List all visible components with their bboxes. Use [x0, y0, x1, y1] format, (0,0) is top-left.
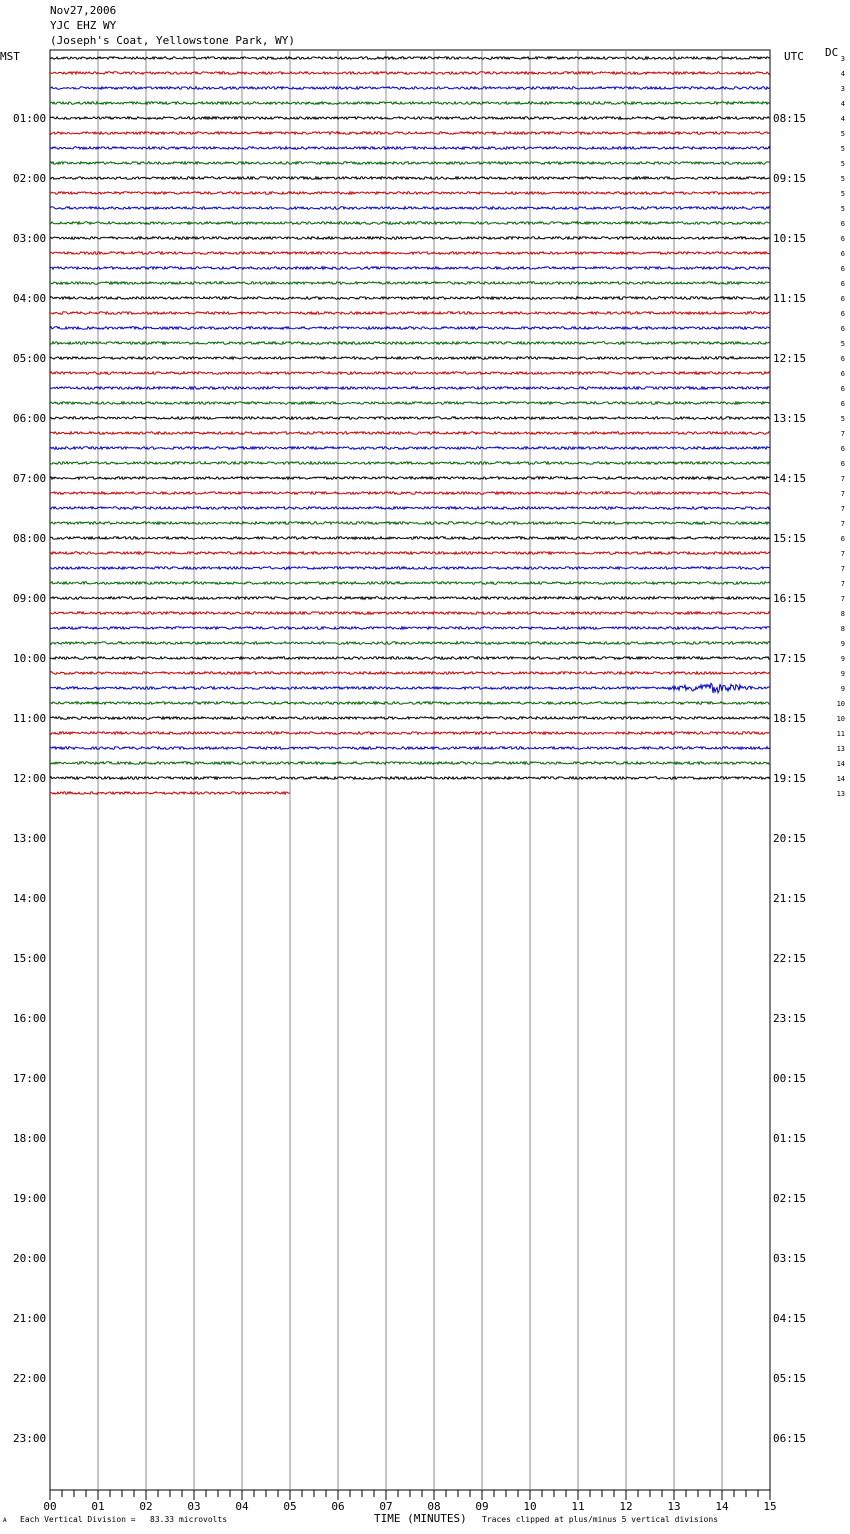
dc-offset-22: 6	[840, 385, 845, 393]
utc-hour-labels	[773, 112, 806, 1445]
trace-4	[50, 117, 770, 120]
mst-label-06:00: 06:00	[13, 412, 47, 425]
dc-offset-24: 5	[840, 415, 845, 423]
utc-label-21:15: 21:15	[773, 892, 807, 905]
dc-offset-38: 8	[840, 625, 845, 633]
trace-11	[50, 222, 770, 225]
seismic-traces	[50, 57, 770, 795]
trace-17	[50, 312, 770, 315]
trace-38	[50, 627, 770, 630]
mst-label-05:00: 05:00	[13, 352, 47, 365]
mst-label-03:00: 03:00	[13, 232, 47, 245]
trace-48	[50, 777, 770, 780]
mst-label-23:00: 23:00	[13, 1432, 47, 1445]
dc-offset-25: 7	[840, 430, 845, 438]
utc-label-08:15: 08:15	[773, 112, 807, 125]
dc-offset-41: 9	[840, 670, 845, 678]
header-date: Nov27,2006	[50, 4, 117, 17]
mst-label-08:00: 08:00	[13, 532, 47, 545]
trace-23	[50, 402, 770, 405]
x-tick-label-11: 11	[571, 1500, 585, 1513]
dc-offset-2: 3	[840, 85, 845, 93]
trace-32	[50, 537, 770, 540]
utc-label-03:15: 03:15	[773, 1252, 807, 1265]
utc-label-00:15: 00:15	[773, 1072, 807, 1085]
trace-44	[50, 717, 770, 720]
dc-offset-36: 7	[840, 595, 845, 603]
dc-offset-49: 13	[836, 790, 845, 798]
dc-offset-34: 7	[840, 565, 845, 573]
utc-axis-label: UTC	[784, 50, 804, 63]
trace-14	[50, 267, 770, 270]
trace-1	[50, 72, 770, 75]
x-tick-label-14: 14	[715, 1500, 729, 1513]
header-station: YJC EHZ WY	[50, 19, 117, 32]
dc-offset-44: 10	[836, 715, 845, 723]
utc-label-11:15: 11:15	[773, 292, 807, 305]
footer-clip: Traces clipped at plus/minus 5 vertical divisions	[482, 1515, 719, 1524]
dc-offset-11: 6	[840, 220, 845, 228]
utc-label-10:15: 10:15	[773, 232, 807, 245]
trace-12	[50, 237, 770, 240]
mst-label-19:00: 19:00	[13, 1192, 47, 1205]
mst-label-22:00: 22:00	[13, 1372, 47, 1385]
mst-label-18:00: 18:00	[13, 1132, 47, 1145]
utc-label-23:15: 23:15	[773, 1012, 807, 1025]
trace-0	[50, 57, 770, 60]
x-tick-label-04: 04	[235, 1500, 249, 1513]
x-tick-label-12: 12	[619, 1500, 633, 1513]
trace-22	[50, 387, 770, 390]
trace-24	[50, 417, 770, 420]
x-tick-label-10: 10	[523, 1500, 537, 1513]
trace-7	[50, 162, 770, 165]
header-location: (Joseph's Coat, Yellowstone Park, WY)	[50, 34, 296, 47]
utc-label-20:15: 20:15	[773, 832, 807, 845]
time-gridlines	[50, 50, 770, 1490]
dc-offset-33: 7	[840, 550, 845, 558]
utc-label-01:15: 01:15	[773, 1132, 807, 1145]
mst-label-13:00: 13:00	[13, 832, 47, 845]
trace-49	[50, 792, 290, 795]
utc-label-14:15: 14:15	[773, 472, 807, 485]
mst-label-16:00: 16:00	[13, 1012, 47, 1025]
dc-offset-8: 5	[840, 175, 845, 183]
dc-offset-0: 3	[840, 55, 845, 63]
trace-40	[50, 657, 770, 660]
trace-20	[50, 357, 770, 360]
dc-offset-labels	[837, 55, 845, 798]
x-tick-label-05: 05	[283, 1500, 297, 1513]
dc-offset-39: 9	[840, 640, 845, 648]
dc-offset-14: 6	[840, 265, 845, 273]
dc-offset-10: 5	[840, 205, 845, 213]
trace-39	[50, 642, 770, 645]
dc-offset-32: 6	[840, 535, 845, 543]
utc-label-09:15: 09:15	[773, 172, 807, 185]
trace-15	[50, 282, 770, 285]
trace-37	[50, 612, 770, 615]
utc-label-12:15: 12:15	[773, 352, 807, 365]
x-tick-label-01: 01	[91, 1500, 105, 1513]
trace-28	[50, 477, 770, 480]
mst-label-02:00: 02:00	[13, 172, 47, 185]
dc-offset-1: 4	[840, 70, 845, 78]
trace-18	[50, 327, 770, 330]
dc-offset-42: 9	[840, 685, 845, 693]
x-tick-label-15: 15	[763, 1500, 777, 1513]
trace-13	[50, 252, 770, 255]
dc-offset-19: 5	[840, 340, 845, 348]
mst-label-15:00: 15:00	[13, 952, 47, 965]
x-tick-label-06: 06	[331, 1500, 345, 1513]
dc-offset-26: 6	[840, 445, 845, 453]
dc-offset-7: 5	[840, 160, 845, 168]
dc-offset-17: 6	[840, 310, 845, 318]
dc-offset-29: 7	[840, 490, 845, 498]
trace-25	[50, 432, 770, 435]
x-axis-title: TIME (MINUTES)	[374, 1512, 467, 1525]
trace-8	[50, 177, 770, 180]
dc-offset-16: 6	[840, 295, 845, 303]
dc-offset-6: 5	[840, 145, 845, 153]
trace-9	[50, 192, 770, 195]
mst-label-14:00: 14:00	[13, 892, 47, 905]
utc-label-17:15: 17:15	[773, 652, 807, 665]
trace-30	[50, 507, 770, 510]
mst-label-20:00: 20:00	[13, 1252, 47, 1265]
mst-label-11:00: 11:00	[13, 712, 47, 725]
utc-label-13:15: 13:15	[773, 412, 807, 425]
mst-axis-label: MST	[0, 50, 20, 63]
x-tick-label-03: 03	[187, 1500, 201, 1513]
dc-offset-30: 7	[840, 505, 845, 513]
mst-label-21:00: 21:00	[13, 1312, 47, 1325]
mst-label-12:00: 12:00	[13, 772, 47, 785]
trace-46	[50, 747, 770, 750]
utc-label-18:15: 18:15	[773, 712, 807, 725]
dc-offset-45: 11	[836, 730, 845, 738]
mst-label-09:00: 09:00	[13, 592, 47, 605]
trace-34	[50, 567, 770, 570]
trace-35	[50, 582, 770, 585]
dc-offset-5: 5	[840, 130, 845, 138]
dc-offset-15: 6	[840, 280, 845, 288]
trace-3	[50, 102, 770, 105]
utc-label-22:15: 22:15	[773, 952, 807, 965]
dc-offset-47: 14	[836, 760, 845, 768]
trace-26	[50, 447, 770, 450]
dc-offset-12: 6	[840, 235, 845, 243]
dc-offset-23: 6	[840, 400, 845, 408]
dc-offset-13: 6	[840, 250, 845, 258]
trace-36	[50, 597, 770, 600]
trace-27	[50, 462, 770, 465]
utc-label-06:15: 06:15	[773, 1432, 807, 1445]
dc-offset-40: 9	[840, 655, 845, 663]
x-tick-label-07: 07	[379, 1500, 393, 1513]
x-tick-label-09: 09	[475, 1500, 489, 1513]
mst-label-01:00: 01:00	[13, 112, 47, 125]
trace-2	[50, 87, 770, 90]
utc-label-04:15: 04:15	[773, 1312, 807, 1325]
utc-label-05:15: 05:15	[773, 1372, 807, 1385]
mst-hour-labels	[13, 112, 46, 1445]
dc-offset-18: 6	[840, 325, 845, 333]
dc-label: DC	[825, 46, 839, 59]
dc-offset-9: 5	[840, 190, 845, 198]
trace-47	[50, 762, 770, 765]
mst-label-10:00: 10:00	[13, 652, 47, 665]
dc-offset-4: 4	[840, 115, 845, 123]
trace-5	[50, 132, 770, 135]
mst-label-04:00: 04:00	[13, 292, 47, 305]
trace-31	[50, 522, 770, 525]
trace-45	[50, 732, 770, 735]
utc-label-15:15: 15:15	[773, 532, 807, 545]
trace-21	[50, 372, 770, 375]
trace-19	[50, 342, 770, 345]
trace-33	[50, 552, 770, 555]
dc-offset-35: 7	[840, 580, 845, 588]
dc-offset-20: 6	[840, 355, 845, 363]
x-tick-label-02: 02	[139, 1500, 153, 1513]
trace-43	[50, 702, 770, 705]
trace-10	[50, 207, 770, 210]
trace-16	[50, 297, 770, 300]
footer-mark: A	[3, 1517, 7, 1524]
dc-offset-31: 7	[840, 520, 845, 528]
trace-41	[50, 672, 770, 675]
mst-label-07:00: 07:00	[13, 472, 47, 485]
x-tick-label-08: 08	[427, 1500, 441, 1513]
dc-offset-3: 4	[840, 100, 845, 108]
plot-frame	[50, 50, 770, 1490]
x-tick-label-13: 13	[667, 1500, 681, 1513]
x-axis	[43, 1490, 776, 1513]
utc-label-16:15: 16:15	[773, 592, 807, 605]
dc-offset-48: 14	[836, 775, 845, 783]
dc-offset-43: 10	[836, 700, 845, 708]
trace-29	[50, 492, 770, 495]
utc-label-02:15: 02:15	[773, 1192, 807, 1205]
utc-label-19:15: 19:15	[773, 772, 807, 785]
trace-42	[50, 683, 770, 693]
x-tick-label-00: 00	[43, 1500, 57, 1513]
dc-offset-28: 7	[840, 475, 845, 483]
mst-label-17:00: 17:00	[13, 1072, 47, 1085]
footer-scale: Each Vertical Division = 83.33 microvolts	[20, 1515, 228, 1524]
dc-offset-46: 13	[836, 745, 845, 753]
dc-offset-21: 6	[840, 370, 845, 378]
trace-6	[50, 147, 770, 150]
dc-offset-37: 8	[840, 610, 845, 618]
dc-offset-27: 6	[840, 460, 845, 468]
